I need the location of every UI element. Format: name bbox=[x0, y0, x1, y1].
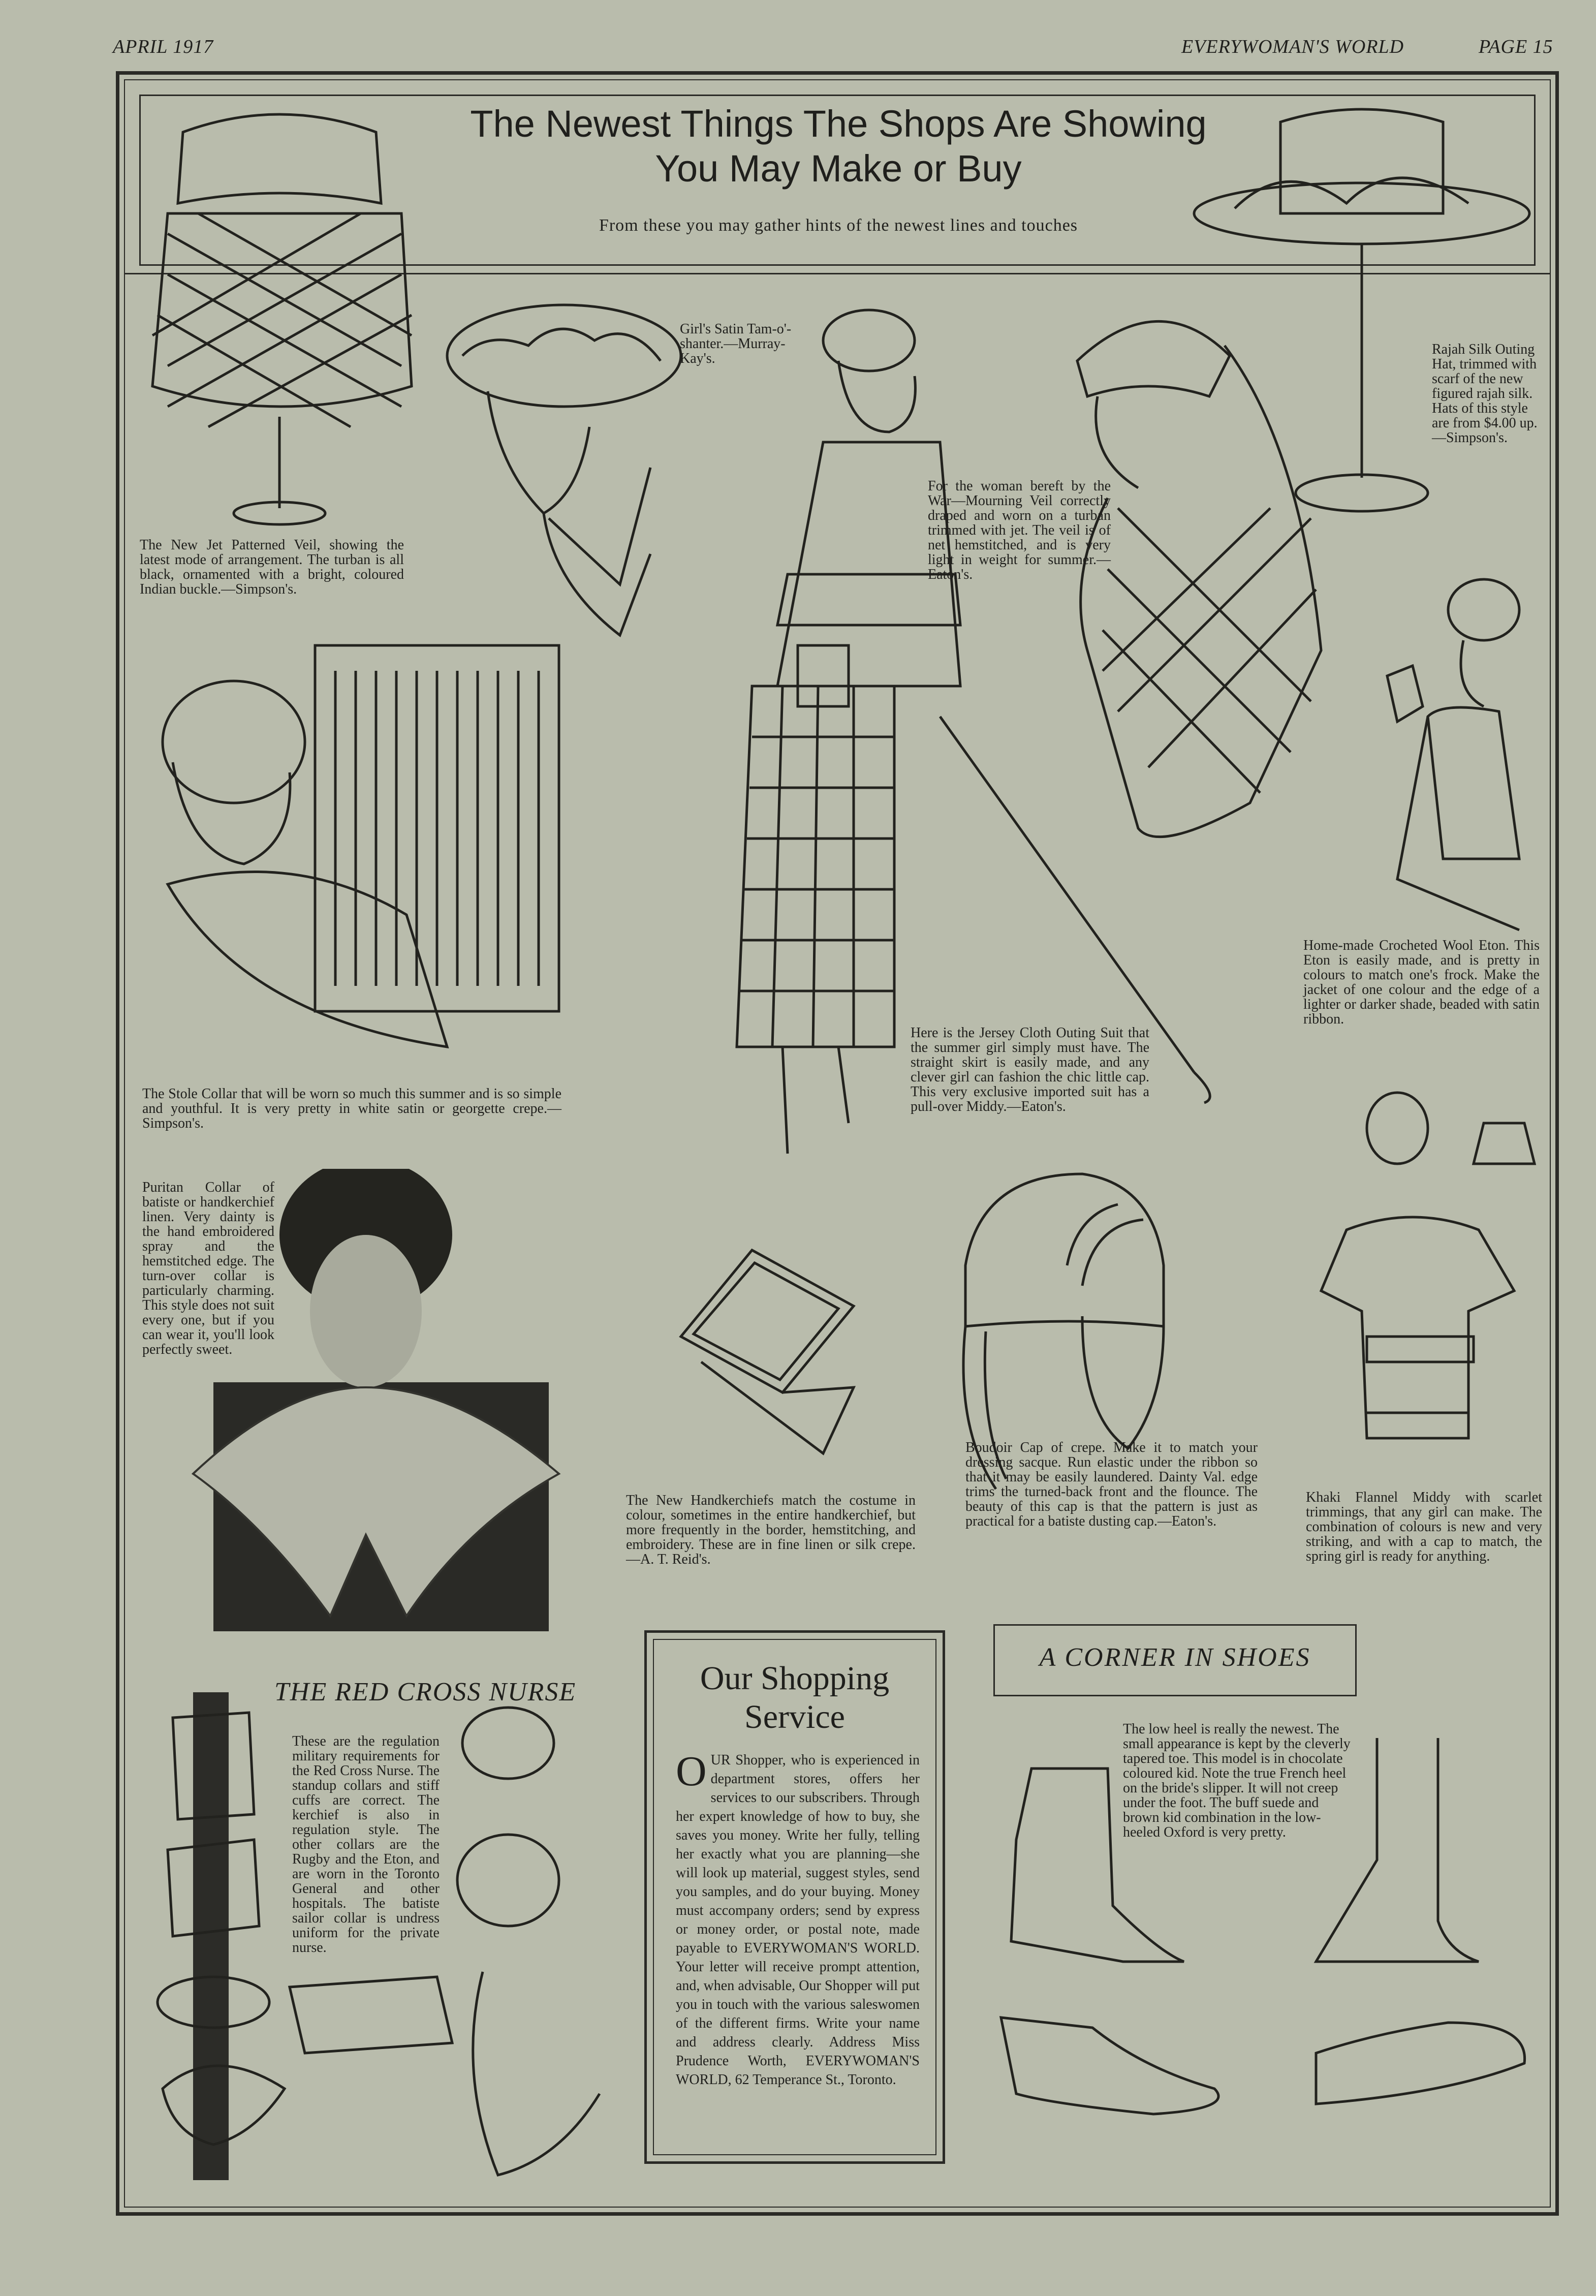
subheadline: From these you may gather hints of the newest lines and touches bbox=[599, 216, 1078, 235]
shopping-service-text: OUR Shopper, who is experienced in department stores, offers her services to our subscribers. Through her expert knowledge of how to buy, she saves you money. Write her fully, telling her exactly what you are planning—she will look up material, suggest styles, send you samples, and do your buying. Money must accompany orders; send by express or money order, or postal note, made payable to EVERYWOMAN'S WORLD. Your letter will receive prompt attention, and, when advisable, Our Shopper will put you in touch with the various saleswomen of the different firms. Write your name and address clearly. Address Miss Prudence Worth, EVERYWOMAN'S WORLD, 62 Temperance St., Toronto. bbox=[676, 1748, 920, 2088]
caption-puritan-collar: Puritan Collar of batiste or handkerchief linen. Very dainty is the hand embroidered spray and the hemstitched edge. The turn-over collar is particularly charming. This style does not suit every one, but if you can wear it, you'll look perfectly sweet. bbox=[142, 1180, 274, 1357]
red-cross-nurse-title: THE RED CROSS NURSE bbox=[274, 1678, 577, 1707]
rajah-hat-illustration bbox=[1184, 91, 1540, 513]
caption-boudoir-cap: Boudoir Cap of crepe. Make it to match your dressing sacque. Run elastic under the ribbon so that it may be easily laundered. Dainty Val. edge trims the turned-back front and the flounce. The beauty of this cap is that the pattern is just as practical for a batiste dusting cap.—Eaton's. bbox=[965, 1440, 1258, 1529]
caption-mourning-veil: For the woman bereft by the War—Mourning Veil correctly draped and worn on a turban trimmed with jet. The veil is of net hemstitched, and is very light in weight for summer.—Eaton's. bbox=[928, 478, 1111, 582]
page-number: PAGE 15 bbox=[1479, 36, 1553, 57]
caption-crocheted-eton: Home-made Crocheted Wool Eton. This Eton is easily made, and is pretty in colours to match one's frock. Make the jacket of one colour and the edge of a lighter or darker shade, beaded with satin ribbon. bbox=[1303, 938, 1540, 1027]
veil-illustration bbox=[137, 102, 422, 534]
caption-tam: Girl's Satin Tam-o'-shanter.—Murray-Kay's. bbox=[680, 321, 792, 366]
shopping-service-title: Our Shopping Service bbox=[700, 1660, 890, 1735]
shoes-text: The low heel is really the newest. The small appearance is kept by the cleverly tapered toe. This model is in chocolate coloured kid. Note the true French heel on the bride's slipper. It will not creep under the foot. The buff suede and brown kid combination in the low-heeled Oxford is very pretty. bbox=[1123, 1721, 1351, 1840]
headline: The Newest Things The Shops Are Showing You May Make or Buy bbox=[470, 103, 1207, 190]
shoes-title: A CORNER IN SHOES bbox=[1039, 1643, 1311, 1672]
caption-stole-collar: The Stole Collar that will be worn so much this summer and is so simple and youthful. It is very pretty in white satin or georgette crepe.—Simpson's. bbox=[142, 1086, 561, 1131]
drop-cap: O bbox=[676, 1748, 707, 1795]
caption-jersey-suit: Here is the Jersey Cloth Outing Suit that the summer girl simply must have. The straight skirt is easily made, and any clever girl can fashion the chic little cap. This very exclusive imported suit has a pull-over Middy.—Eaton's. bbox=[911, 1025, 1149, 1114]
crocheted-eton-illustration bbox=[1367, 574, 1540, 940]
caption-handkerchiefs: The New Handkerchiefs match the costume in colour, sometimes in the entire handkerchief, but more frequently in the border, hemstitching, and embroidery. These are in fine linen or silk crepe.—A. T. Reid's. bbox=[626, 1493, 916, 1567]
caption-khaki-middy: Khaki Flannel Middy with scarlet trimmings, that any girl can make. The combination of colours is new and very striking, and with a cap to match, the spring girl is ready for anything. bbox=[1306, 1490, 1542, 1564]
magazine-name: EVERYWOMAN'S WORLD bbox=[1181, 36, 1404, 57]
issue-date: APRIL 1917 bbox=[113, 36, 214, 57]
handkerchief-illustration bbox=[671, 1240, 864, 1474]
red-cross-nurse-text: These are the regulation military requirements for the Red Cross Nurse. The standup collars and stiff cuffs are correct. The kerchief is also in regulation style. The other collars are the Rugby and the Eton, and are worn in the Toronto General and other hospitals. The batiste sailor collar is undress uniform for the private nurse. bbox=[292, 1733, 440, 1956]
stole-collar-illustration bbox=[142, 630, 569, 1077]
caption-veil: The New Jet Patterned Veil, showing the latest mode of arrangement. The turban is all black, ornamented with a bright, coloured Indian buckle.—Simpson's. bbox=[140, 537, 404, 597]
caption-rajah-hat: Rajah Silk Outing Hat, trimmed with scarf of the new figured rajah silk. Hats of this style are from $4.00 up.—Simpson's. bbox=[1432, 342, 1538, 446]
khaki-middy-illustration bbox=[1301, 1088, 1545, 1484]
